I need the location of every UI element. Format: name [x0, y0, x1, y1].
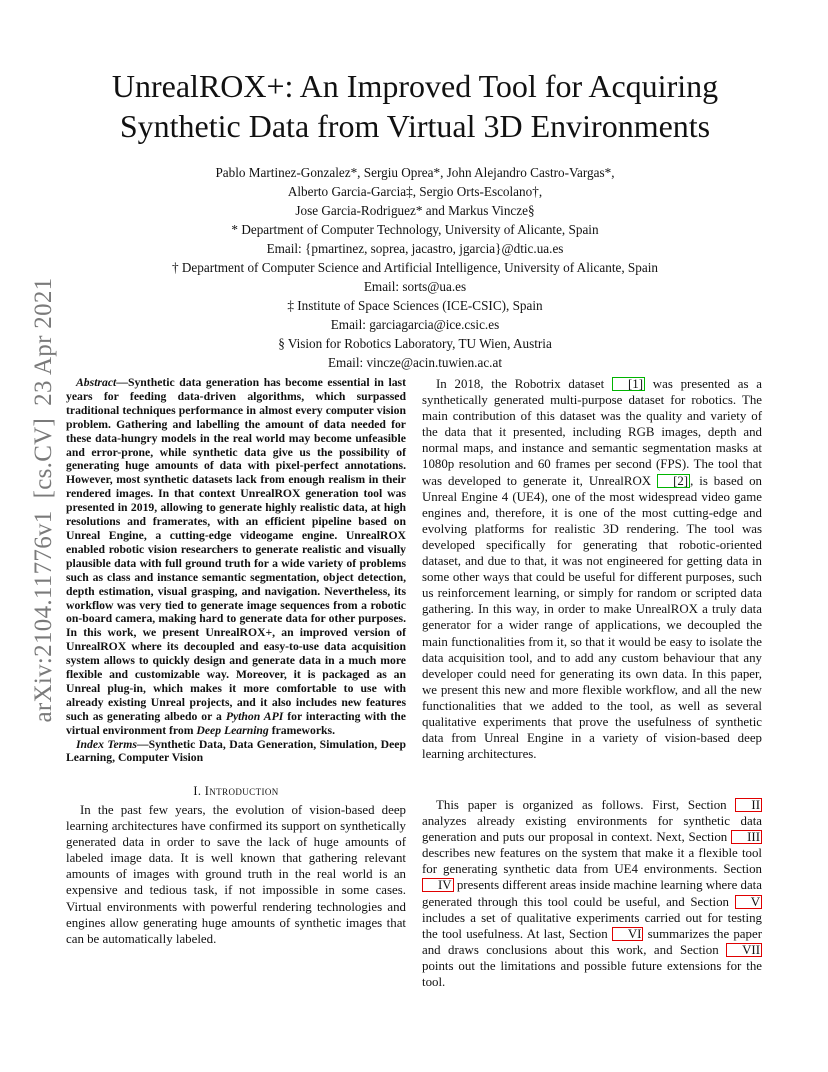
- arxiv-category: [cs.CV]: [30, 417, 57, 499]
- body-text: summarizes the paper and draws conclusions about this work, and Section: [422, 926, 762, 957]
- index-terms: [66, 738, 406, 766]
- affiliation-line: * Department of Computer Technology, University of Alicante, Spain: [231, 222, 599, 237]
- author-line: Pablo Martinez-Gonzalez*, Sergiu Oprea*, John Alejandro Castro-Vargas*,: [215, 165, 615, 180]
- email-line: Email: garciagarcia@ice.csic.es: [330, 317, 500, 332]
- section-link[interactable]: V: [735, 895, 762, 909]
- abstract-label: Abstract: [76, 376, 117, 389]
- author-block: [90, 163, 740, 372]
- author-line: Alberto Garcia-Garcia‡, Sergio Orts-Escolano†,: [287, 184, 543, 199]
- body-text: presents different areas inside machine learning where data generated through this tool could be useful, and Section: [422, 878, 762, 909]
- citation-link[interactable]: [2]: [657, 474, 690, 488]
- arxiv-identifier: [30, 254, 58, 734]
- email-line: Email: vincze@acin.tuwien.ac.at: [328, 355, 502, 370]
- abstract: [66, 376, 406, 765]
- body-paragraph: [422, 797, 762, 990]
- right-column-paragraph-2: [422, 797, 762, 990]
- body-text: , is based on Unreal Engine 4 (UE4), one of the most widespread video game engines and, therefore, it is one of the most cutting-edge and evolving platforms for realistic 3D rendering. The tool was developed specifically for generating that robotic-oriented dataset, and due to that, it was not engineered for getting data in some other ways that could be useful for different purposes, such us reinforcement learning, or simply for random or scripted data gathering. In this way, in order to make UnrealROX a truly data generator for a wider range of applications, we decoupled the main functionalities from it, so that it would be easy to isolate the data acquisition tool, and to add any custom behaviour that any developer could need for generating its own data. In this paper, we present this new and more flexible workflow, and all the new functionalities that we added to the tool, as well as several qualitative experiments that prove the usefulness of synthetic data from Unreal Engine in a variety of vision-based deep learning architectures.: [422, 473, 762, 762]
- body-paragraph: [422, 376, 762, 762]
- title-line-1: UnrealROX+: An Improved Tool for Acquiring: [111, 68, 719, 104]
- arxiv-date: 23 Apr 2021: [30, 277, 57, 406]
- body-text: analyzes already existing environments for synthetic data generation and puts our proposal in context. Next, Section: [422, 814, 762, 845]
- abstract-text: frameworks.: [268, 723, 335, 737]
- body-text: describes new features on the system that make it a flexible tool for generating synthetic data from UE4 environments. Section: [422, 846, 762, 877]
- email-line: Email: sorts@ua.es: [363, 279, 467, 294]
- body-text: In 2018, the Robotrix dataset: [436, 377, 612, 391]
- section-link[interactable]: IV: [422, 878, 454, 892]
- section-link[interactable]: VII: [726, 943, 762, 957]
- body-text: was presented as a synthetically generated multi-purpose dataset for robotics. The main contribution of this dataset was the quality and variety of the data that it presented, including RGB images, depth and normal maps, and instance and semantic segmentation masks at 1080p resolution and 60 frames per second (FPS). The tool that was developed to generate it, UnrealROX: [422, 377, 762, 488]
- abstract-emphasis: Python API: [225, 709, 284, 723]
- section-link[interactable]: III: [731, 830, 762, 844]
- introduction-text: [66, 802, 406, 947]
- section-link[interactable]: II: [735, 798, 762, 812]
- section-numeral: I.: [193, 784, 205, 798]
- title-line-2: Synthetic Data from Virtual 3D Environments: [119, 108, 711, 144]
- right-column-paragraph-1: [422, 376, 762, 762]
- email-line: Email: {pmartinez, soprea, jacastro, jgarcia}@dtic.ua.es: [266, 241, 564, 256]
- section-link[interactable]: VI: [612, 927, 644, 941]
- author-line: Jose Garcia-Rodriguez* and Markus Vincze§: [295, 203, 535, 218]
- abstract-emphasis: Deep Learning: [196, 723, 269, 737]
- index-terms-text: —Synthetic Data, Data Generation, Simulation, Deep Learning, Computer Vision: [66, 737, 406, 765]
- abstract-text: —Synthetic data generation has become essential in last years for feeding data-driven algorithms, which surpassed traditional techniques performance in almost every computer vision problem. Gathering and labelling the amount of data needed for these data-hungry models in the real world may become unfeasible and error-prone, while synthetic data give us the possibility of generating huge amounts of data with pixel-perfect annotations. However, most synthetic datasets lack from enough realism in their rendered images. In that context UnrealROX generation tool was presented in 2019, allowing to generate highly realistic data, at high resolutions and framerates, with an efficient pipeline based on Unreal Engine, a cutting-edge videogame engine. UnrealROX enabled robotic vision researchers to generate realistic and visually plausible data with full ground truth for a wide variety of problems such as class and instance semantic segmentation, object detection, depth estimation, visual grasping, and navigation. Nevertheless, its workflow was very tied to generate image sequences from a robotic on-board camera, making hard to generate data for other purposes. In this work, we present UnrealROX+, an improved version of UnrealROX where its decoupled and easy-to-use data acquisition system allows to quickly design and generate data in a much more flexible and customizable way. Moreover, it is packaged as an Unreal plug-in, which makes it more comfortable to use with already existing Unreal projects, and it also includes new features such as generating albedo or a: [66, 376, 406, 723]
- body-text: includes a set of qualitative experiments carried out for testing the tool usefulness. At last, Section: [422, 910, 762, 941]
- arxiv-id: arXiv:2104.11776v1: [30, 510, 57, 723]
- abstract-paragraph: [66, 376, 406, 738]
- index-terms-label: Index Terms: [76, 737, 137, 751]
- affiliation-line: ‡ Institute of Space Sciences (ICE-CSIC), Spain: [287, 298, 543, 313]
- affiliation-line: † Department of Computer Science and Artificial Intelligence, University of Alicante, Spain: [172, 260, 658, 275]
- body-text: This paper is organized as follows. First, Section: [436, 798, 736, 812]
- affiliation-line: § Vision for Robotics Laboratory, TU Wien, Austria: [278, 336, 552, 351]
- citation-link[interactable]: [1]: [612, 377, 645, 391]
- abstract-text: for interacting with the virtual environment from: [66, 709, 406, 737]
- section-title: Introduction: [204, 784, 279, 798]
- introduction-paragraph: In the past few years, the evolution of vision-based deep learning architectures have confirmed its support on synthetically generated data in order to save the lack of huge amounts of labeled image data. It is well known that gathering relevant amounts of images with ground truth in the real world is an expensive and tedious task, if not impossible in some cases. Virtual environments with powerful rendering technologies and engines allow generating huge amounts of synthetic images that can be automatically labeled.: [66, 803, 406, 946]
- paper-title: [60, 66, 770, 146]
- body-text: points out the limitations and possible future extensions for the tool.: [422, 958, 762, 990]
- section-heading-introduction: [66, 784, 406, 799]
